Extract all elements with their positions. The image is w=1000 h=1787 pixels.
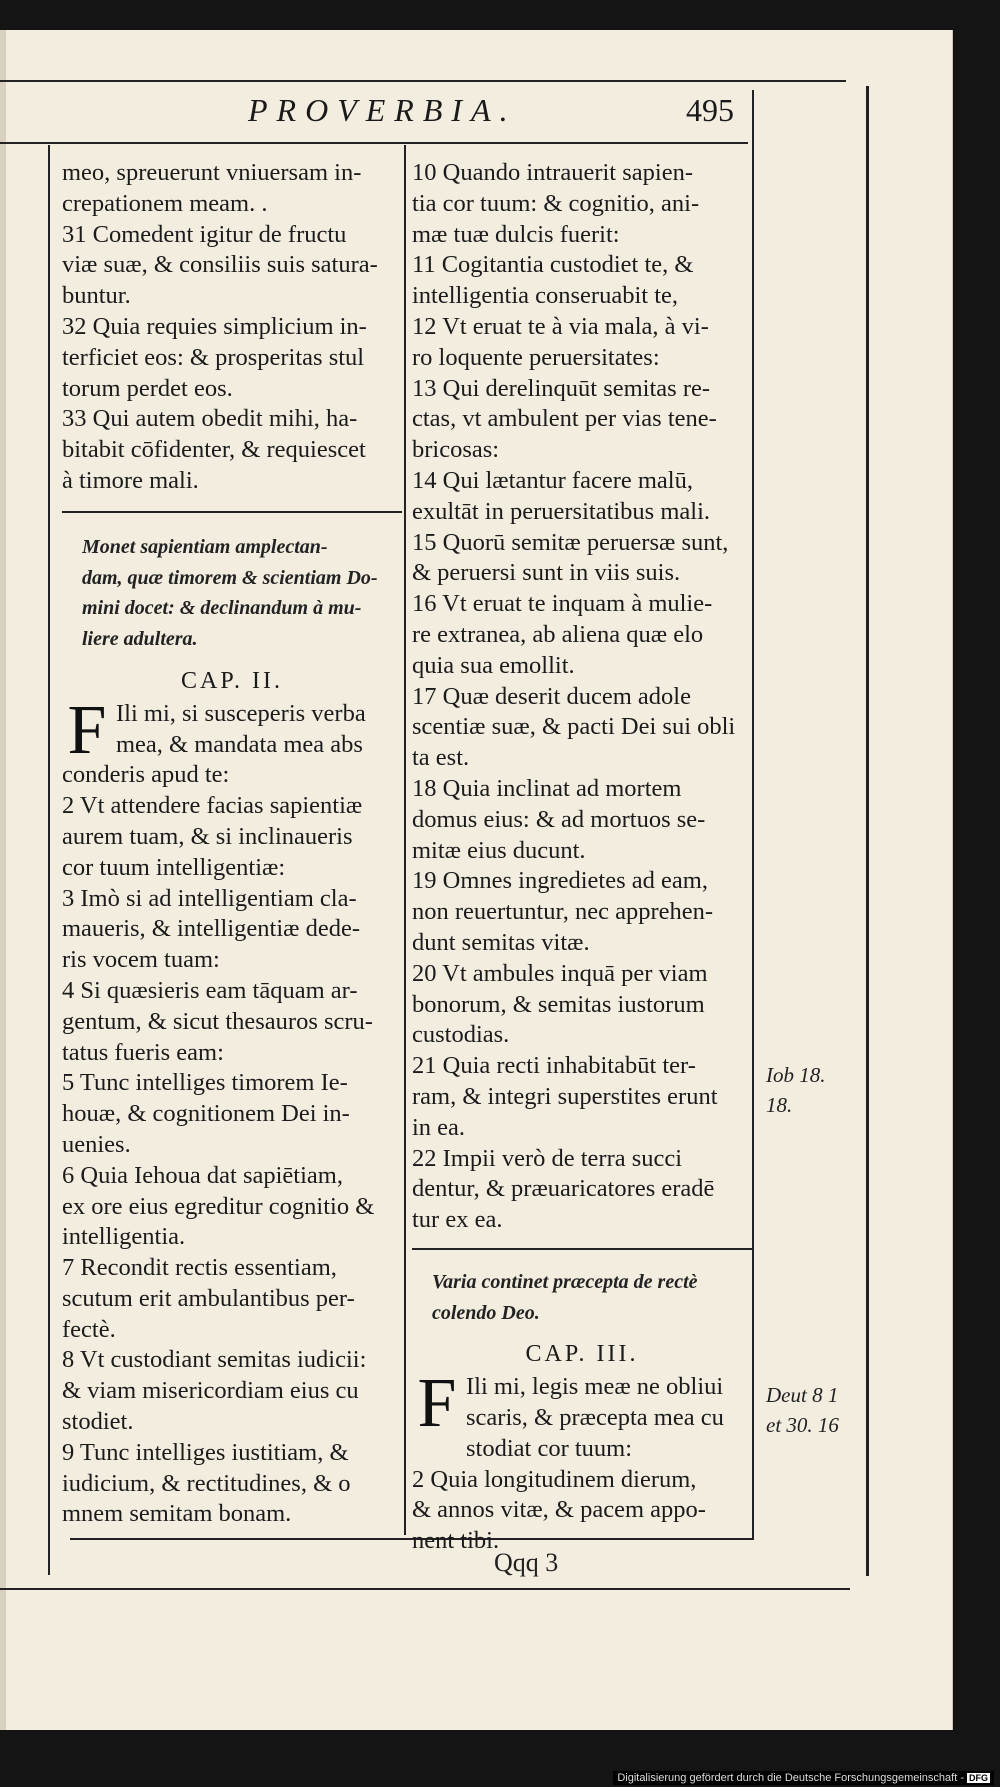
text-line: stodiat cor tuum: bbox=[466, 1434, 633, 1462]
text-line: maueris, & intelligentiæ dede- bbox=[62, 915, 361, 943]
text-line: gentum, & sicut thesauros scru- bbox=[62, 1007, 373, 1035]
digitization-credit bbox=[613, 1771, 994, 1785]
text-line: cor tuum intelligentiæ: bbox=[62, 853, 286, 881]
text-line: buntur. bbox=[62, 282, 131, 310]
left-border bbox=[48, 145, 50, 1575]
text-line: stodiet. bbox=[62, 1408, 134, 1436]
running-header bbox=[0, 92, 952, 136]
chapter-summary bbox=[412, 1268, 752, 1330]
text-line: 7 Recondit rectis essentiam, bbox=[62, 1254, 337, 1282]
text-line: mini docet: & declinandum à mu- bbox=[82, 597, 362, 620]
text-line: 18 Quia inclinat ad mortem bbox=[412, 774, 682, 802]
drop-cap: F bbox=[67, 691, 107, 769]
text-line: bitabit cōfidenter, & requiescet bbox=[62, 436, 366, 464]
text-line: quia sua emollit. bbox=[412, 651, 575, 679]
text-line: intelligentia. bbox=[62, 1223, 186, 1251]
text-line: ctas, vt ambulent per vias tene- bbox=[412, 405, 717, 433]
text-line: dentur, & præuaricatores eradē bbox=[412, 1175, 715, 1203]
chapter-opening bbox=[412, 1365, 752, 1464]
text-line: 32 Quia requies simplicium in- bbox=[62, 312, 367, 340]
text-line: houæ, & cognitionem Dei in- bbox=[62, 1100, 350, 1128]
text-line: conderis apud te: bbox=[62, 761, 230, 789]
text-line: ram, & integri superstites erunt bbox=[412, 1082, 718, 1110]
margin-note-line: Deut 8 1 bbox=[766, 1383, 839, 1407]
text-line: terficiet eos: & prosperitas stul bbox=[62, 343, 365, 371]
margin-note-job bbox=[766, 1060, 826, 1120]
text-line: iudicium, & rectitudines, & o bbox=[62, 1469, 351, 1497]
right-top-text bbox=[412, 158, 752, 1236]
text-line: mnem semitam bonam. bbox=[62, 1500, 292, 1528]
text-line: 20 Vt ambules inquā per viam bbox=[412, 959, 708, 987]
text-line: 12 Vt eruat te à via mala, à vi- bbox=[412, 312, 709, 340]
text-line: dunt semitas vitæ. bbox=[412, 928, 590, 956]
text-line: 33 Qui autem obedit mihi, ha- bbox=[62, 405, 358, 433]
left-column bbox=[62, 158, 402, 1530]
chapter-opening bbox=[62, 691, 402, 769]
text-line: 14 Qui lætantur facere malū, bbox=[412, 466, 693, 494]
text-line: mea, & mandata mea abs bbox=[116, 730, 363, 758]
text-line: ta est. bbox=[412, 744, 470, 772]
text-line: 9 Tunc intelliges iustitiam, & bbox=[62, 1438, 349, 1466]
margin-note-deut bbox=[766, 1380, 839, 1440]
text-line: mitæ eius ducunt. bbox=[412, 836, 586, 864]
text-line: mæ tuæ dulcis fuerit: bbox=[412, 220, 620, 248]
text-line: 2 Vt attendere facias sapientiæ bbox=[62, 792, 363, 820]
text-line: 2 Quia longitudinem dierum, bbox=[412, 1465, 697, 1493]
chapter-heading: CAP. III. bbox=[525, 1341, 639, 1368]
text-line: 3 Imò si ad intelligentiam cla- bbox=[62, 884, 357, 912]
text-line: nent tibi. bbox=[412, 1527, 500, 1555]
text-line: viæ suæ, & consiliis suis satura- bbox=[62, 251, 378, 279]
left-bottom-text bbox=[62, 760, 402, 1530]
text-line: meo, spreuerunt vniuersam in- bbox=[62, 159, 362, 186]
left-top-text bbox=[62, 158, 402, 497]
text-line: 16 Vt eruat te inquam à mulie- bbox=[412, 590, 713, 618]
text-line: Ili mi, si susceperis verba bbox=[116, 699, 366, 727]
chapter-summary bbox=[62, 533, 402, 656]
text-line: fectè. bbox=[62, 1315, 116, 1343]
text-line: exultāt in peruersitatibus mali. bbox=[412, 497, 711, 525]
text-line: uenies. bbox=[62, 1130, 131, 1158]
right-bottom-text bbox=[412, 1465, 752, 1557]
section-rule bbox=[62, 511, 402, 513]
text-line: 11 Cogitantia custodiet te, & bbox=[412, 251, 694, 279]
text-line: 4 Si quæsieris eam tāquam ar- bbox=[62, 976, 358, 1004]
text-line: domus eius: & ad mortuos se- bbox=[412, 805, 706, 833]
bottom-rule bbox=[0, 1588, 850, 1590]
right-column bbox=[412, 158, 752, 1557]
text-line: tia cor tuum: & cognitio, ani- bbox=[412, 189, 700, 217]
text-line: scentiæ suæ, & pacti Dei sui obli bbox=[412, 713, 736, 741]
text-line: & peruersi sunt in viis suis. bbox=[412, 559, 681, 587]
text-line: non reuertuntur, nec apprehen- bbox=[412, 898, 714, 926]
margin-note-line: 18. bbox=[766, 1093, 793, 1117]
text-line: ris vocem tuam: bbox=[62, 946, 220, 974]
column-divider bbox=[404, 145, 406, 1535]
text-line: Monet sapientiam amplectan- bbox=[82, 535, 328, 558]
signature-mark: Qqq 3 bbox=[494, 1548, 559, 1577]
text-line: scutum erit ambulantibus per- bbox=[62, 1284, 355, 1312]
text-line: tur ex ea. bbox=[412, 1206, 503, 1234]
page-number: 495 bbox=[686, 92, 734, 128]
text-line: tatus fueris eam: bbox=[62, 1038, 224, 1066]
text-line: 13 Qui derelinquūt semitas re- bbox=[412, 374, 711, 402]
text-line: colendo Deo. bbox=[432, 1301, 540, 1324]
chapter-heading: CAP. II. bbox=[180, 667, 283, 694]
text-line: liere adultera. bbox=[82, 628, 198, 651]
header-bottom-rule bbox=[0, 142, 748, 144]
text-line: Ili mi, legis meæ ne obliui bbox=[466, 1373, 724, 1401]
text-line: 15 Quorū semitæ peruersæ sunt, bbox=[412, 528, 729, 556]
text-line: 10 Quando intrauerit sapien- bbox=[412, 159, 693, 186]
text-line: 22 Impii verò de terra succi bbox=[412, 1144, 683, 1172]
text-line: 5 Tunc intelliges timorem Ie- bbox=[62, 1069, 348, 1097]
text-line: 6 Quia Iehoua dat sapiētiam, bbox=[62, 1161, 343, 1189]
dropcap-lines bbox=[62, 691, 402, 769]
header-top-rule bbox=[0, 80, 846, 82]
right-border bbox=[752, 90, 754, 1540]
text-line: 21 Quia recti inhabitabūt ter- bbox=[412, 1052, 696, 1080]
text-line: ro loquente peruersitates: bbox=[412, 343, 660, 371]
text-line: & viam misericordiam eius cu bbox=[62, 1377, 359, 1405]
margin-note-line: et 30. 16 bbox=[766, 1413, 839, 1437]
text-line: 19 Omnes ingredietes ad eam, bbox=[412, 867, 708, 895]
text-line: bricosas: bbox=[412, 436, 500, 464]
text-line: 31 Comedent igitur de fructu bbox=[62, 220, 347, 248]
text-line: 8 Vt custodiant semitas iudicii: bbox=[62, 1346, 367, 1374]
credit-text: Digitalisierung gefördert durch die Deutsche Forschungsgemeinschaft - bbox=[617, 1772, 964, 1784]
text-line: in ea. bbox=[412, 1113, 466, 1141]
text-line: dam, quæ timorem & scientiam Do- bbox=[82, 566, 378, 589]
text-line: torum perdet eos. bbox=[62, 374, 233, 402]
text-line: scaris, & præcepta mea cu bbox=[466, 1404, 724, 1432]
text-line: custodias. bbox=[412, 1021, 510, 1049]
margin-note-line: Iob 18. bbox=[766, 1063, 826, 1087]
text-line: à timore mali. bbox=[62, 466, 199, 494]
text-line: Varia continet præcepta de rectè bbox=[432, 1270, 698, 1293]
text-line: re extranea, ab aliena quæ elo bbox=[412, 620, 704, 648]
text-line: 17 Quæ deserit ducem adole bbox=[412, 682, 691, 710]
text-line: & annos vitæ, & pacem appo- bbox=[412, 1496, 706, 1524]
drop-cap: F bbox=[417, 1365, 457, 1443]
outer-margin-line bbox=[866, 86, 869, 1576]
text-line: aurem tuam, & si inclinaueris bbox=[62, 822, 353, 850]
dropcap-lines bbox=[412, 1365, 752, 1464]
text-line: ex ore eius egreditur cognitio & bbox=[62, 1192, 375, 1220]
text-line: intelligentia conseruabit te, bbox=[412, 282, 679, 310]
text-line: bonorum, & semitas iustorum bbox=[412, 990, 705, 1018]
section-rule bbox=[412, 1248, 752, 1250]
text-line: crepationem meam. . bbox=[62, 189, 268, 217]
page-edge bbox=[0, 30, 6, 1730]
dfg-logo: DFG bbox=[969, 1773, 988, 1783]
running-title: PROVERBIA. bbox=[248, 92, 517, 128]
